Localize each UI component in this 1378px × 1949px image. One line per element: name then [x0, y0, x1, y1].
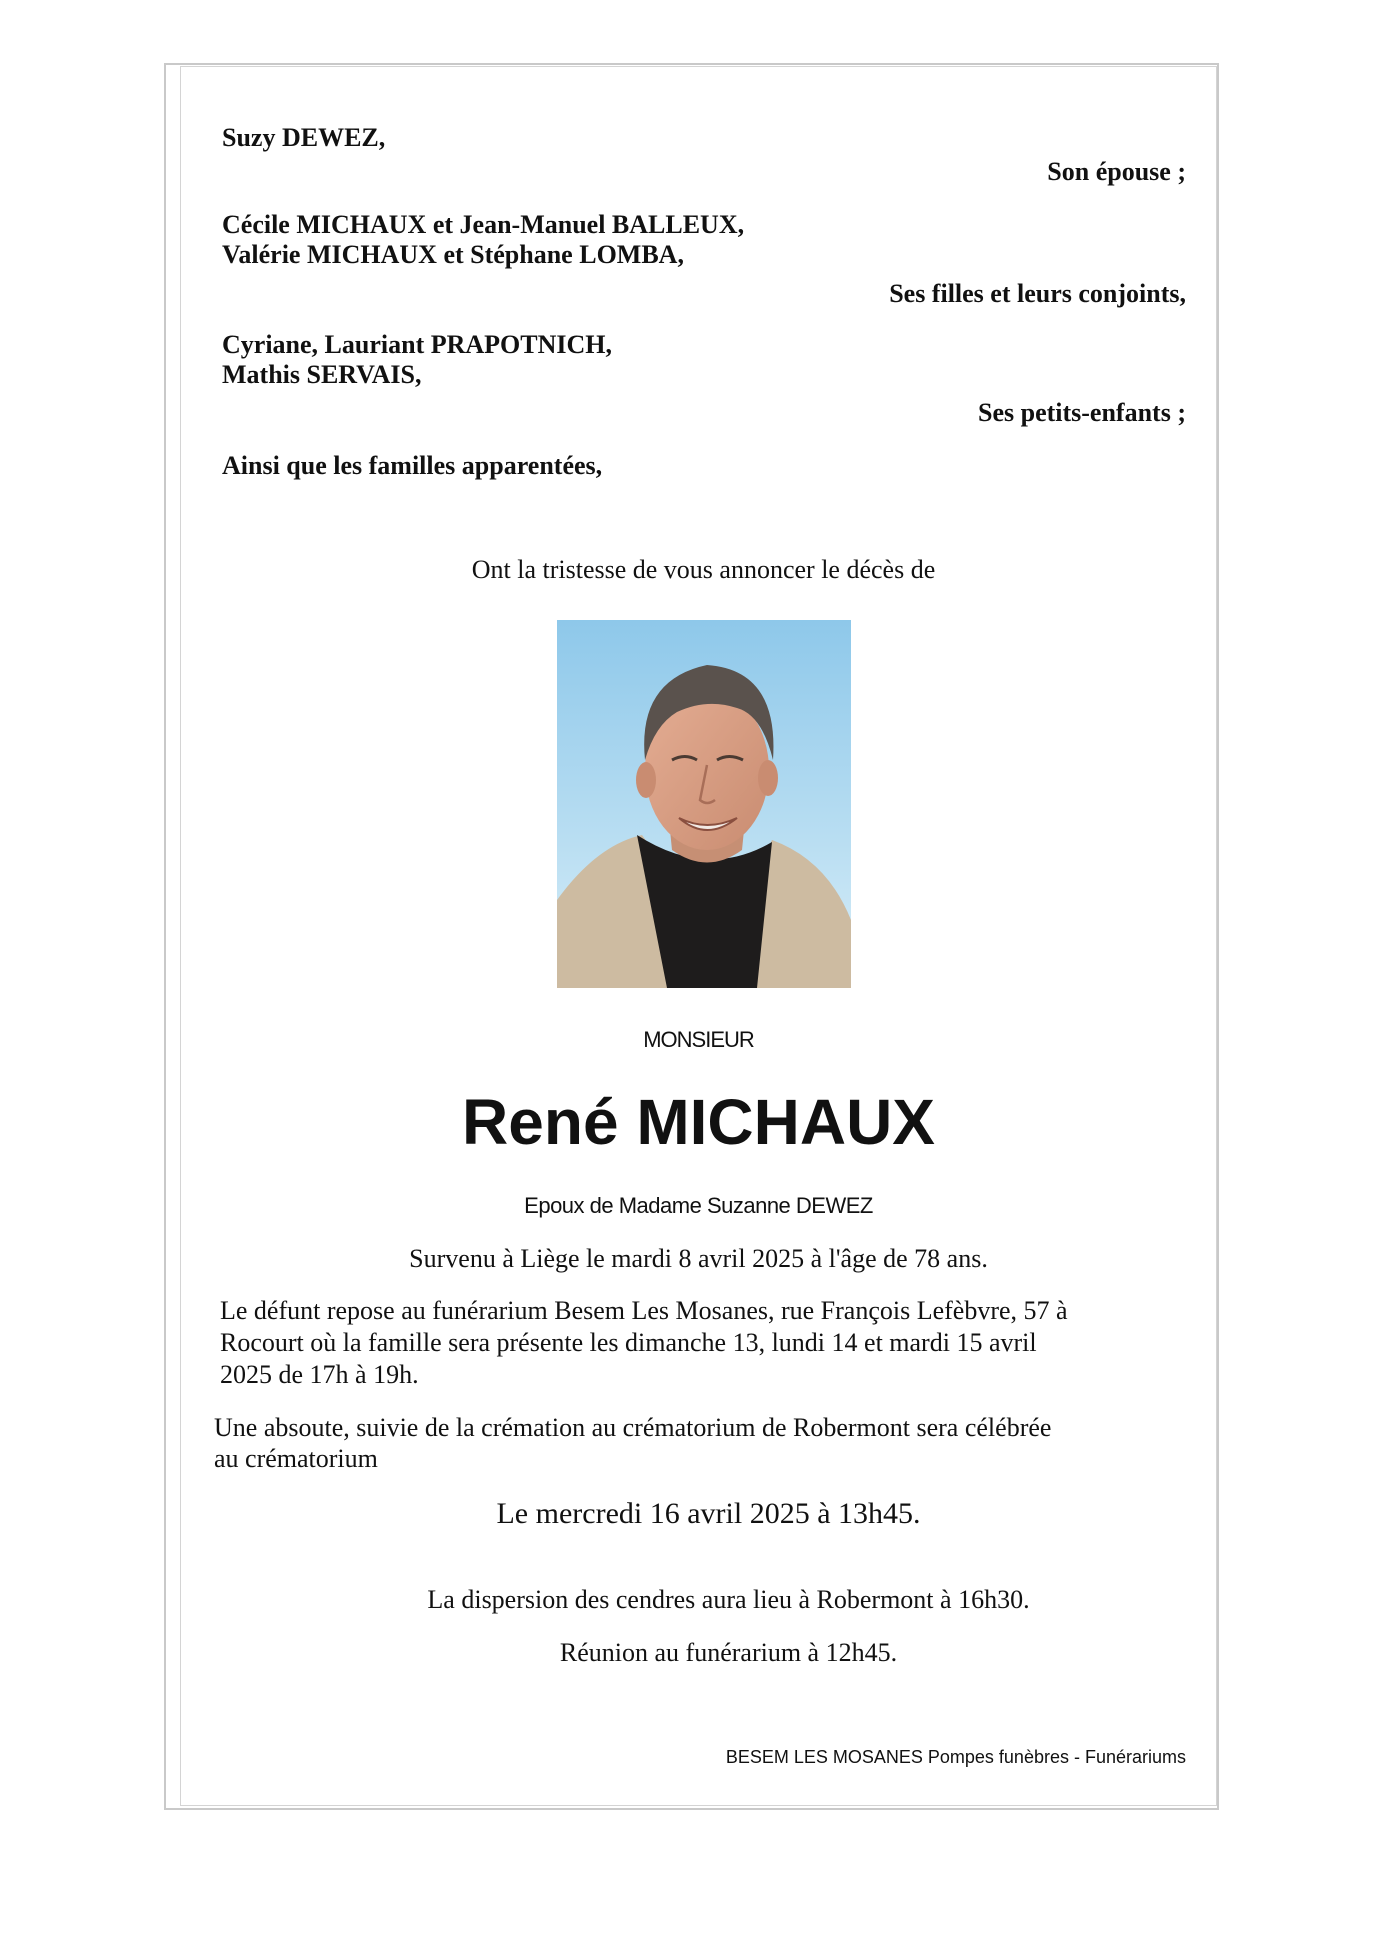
- deceased-name: René MICHAUX: [462, 1086, 935, 1158]
- honorific: MONSIEUR: [643, 1027, 754, 1052]
- funeral-home-footer: BESEM LES MOSANES Pompes funèbres - Funérariums: [725, 1747, 1186, 1767]
- grandchildren-relation: Ses petits-enfants ;: [978, 398, 1186, 427]
- daughter-line-1: Cécile MICHAUX et Jean-Manuel BALLEUX,: [222, 210, 745, 239]
- viewing-line-1: Le défunt repose au funérarium Besem Les Mosanes, rue François Lefèbvre, 57 à: [220, 1296, 1068, 1325]
- daughters-relation: Ses filles et leurs conjoints,: [889, 279, 1186, 308]
- viewing-line-3: 2025 de 17h à 19h.: [220, 1360, 419, 1389]
- spouse-line: Epoux de Madame Suzanne DEWEZ: [524, 1193, 873, 1218]
- daughter-line-2: Valérie MICHAUX et Stéphane LOMBA,: [222, 240, 684, 269]
- ceremony-line-2: au crématorium: [214, 1444, 378, 1473]
- dispersion-line: La dispersion des cendres aura lieu à Robermont à 16h30.: [427, 1585, 1030, 1614]
- viewing-line-2: Rocourt où la famille sera présente les dimanche 13, lundi 14 et mardi 15 avril: [220, 1328, 1037, 1357]
- ceremony-date: Le mercredi 16 avril 2025 à 13h45.: [496, 1497, 921, 1530]
- spouse-relation: Son épouse ;: [1047, 157, 1186, 186]
- death-line: Survenu à Liège le mardi 8 avril 2025 à l'âge de 78 ans.: [409, 1244, 988, 1273]
- portrait-photo: [557, 620, 851, 988]
- meeting-line: Réunion au funérarium à 12h45.: [559, 1638, 898, 1667]
- announcement-text: Ont la tristesse de vous annoncer le décès de: [471, 555, 936, 584]
- grandchildren-line-2: Mathis SERVAIS,: [222, 360, 422, 389]
- spouse-name: Suzy DEWEZ,: [222, 123, 386, 152]
- related-families: Ainsi que les familles apparentées,: [222, 451, 603, 480]
- grandchildren-line-1: Cyriane, Lauriant PRAPOTNICH,: [222, 330, 612, 359]
- ceremony-line-1: Une absoute, suivie de la crémation au crématorium de Robermont sera célébrée: [214, 1413, 1052, 1442]
